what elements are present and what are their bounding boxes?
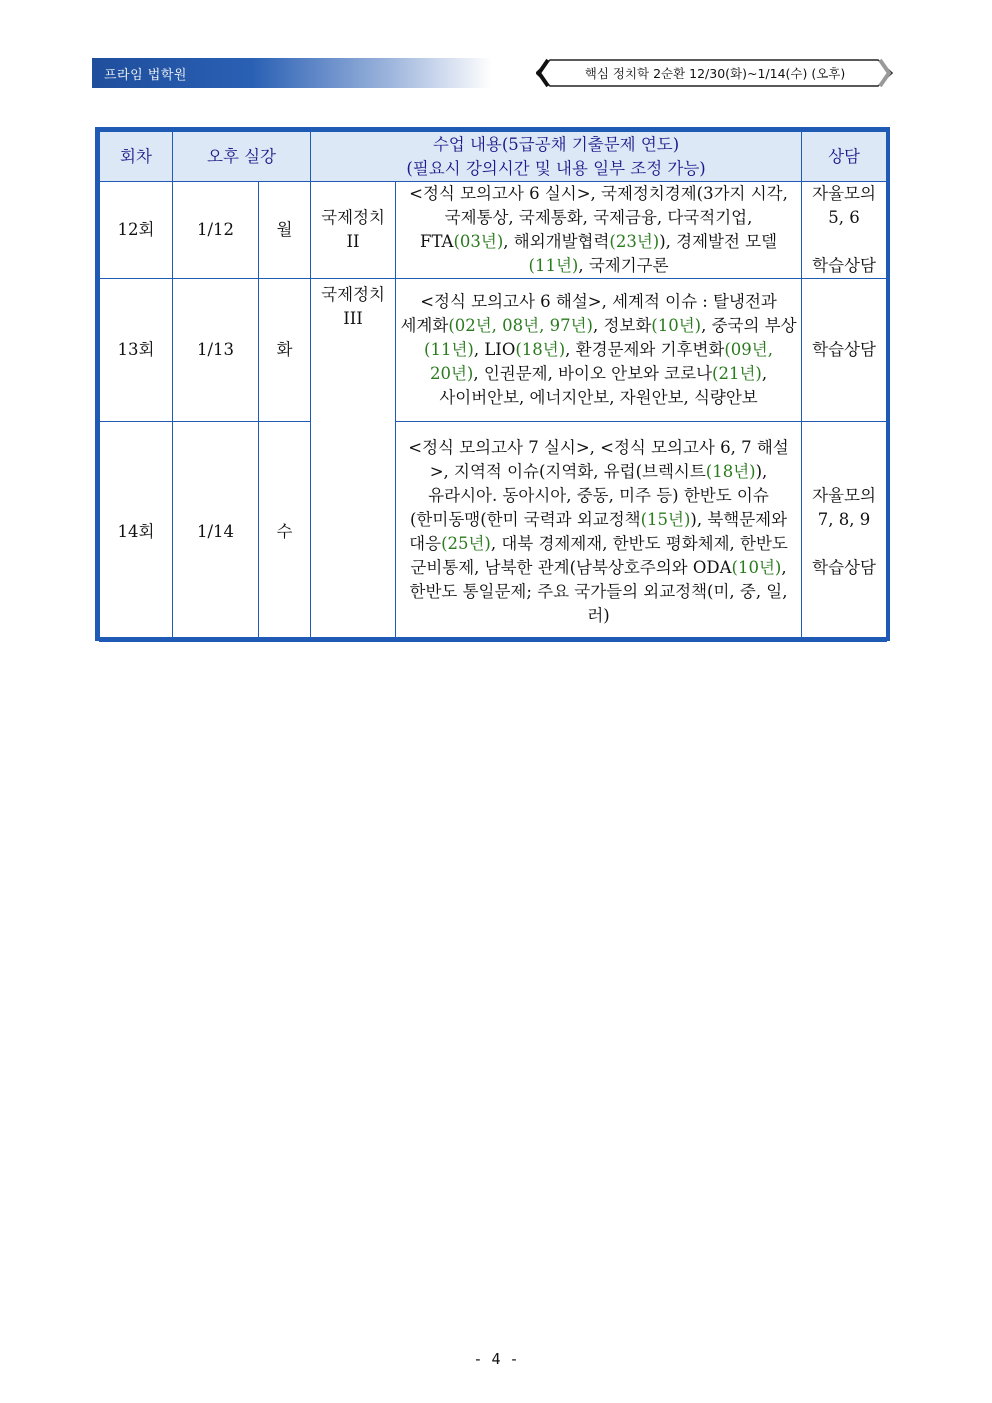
content-segment: (10년) [651,316,702,335]
schedule-table [95,127,890,641]
header-session: 회차 [100,132,173,182]
date-cell: 1/13 [173,279,259,422]
consult-line: 7, 8, 9 [817,509,871,529]
academy-name: 프라임 법학원 [104,68,187,83]
content-segment: (09년, 20년) [429,340,773,383]
consult-line: 학습상담 [812,256,876,275]
consult-cell [802,422,887,642]
date-cell: 1/12 [173,182,259,279]
content-segment: , LIO [473,340,516,359]
content-segment: ), 북핵문제와 대응 [409,509,788,553]
subject-level: II [346,232,360,251]
table-row [100,422,887,642]
content-segment: (15년) [640,509,691,529]
content-segment: <정식 모의고사 6 해설>, 세계적 이슈 : 탈냉전과 세계화 [400,292,777,335]
content-cell [396,422,802,642]
page-number: - 4 - [473,1350,519,1368]
content-segment: , 인권문제, 바이오 안보와 코로나 [473,364,713,383]
subject-name: 국제정치 [321,285,385,304]
course-title: 핵심 정치학 2순환 12/30(화)~1/14(수) (오후) [584,66,846,81]
content-segment: (21년) [712,364,762,383]
header-lecture: 오후 실강 [173,132,311,182]
academy-banner [92,58,492,88]
content-segment: , 한반도 통일문제; 주요 국가들의 외교정책(미, 중, 일, 러) [409,557,788,625]
content-segment: (18년) [705,461,756,481]
content-segment: (11년) [528,256,579,275]
table-row [100,182,887,279]
consult-line: 5, 6 [828,208,860,227]
table-row [100,279,887,422]
subject-cell [311,279,396,642]
content-segment: ), 경제발전 모델 [659,232,778,251]
session-cell: 14회 [100,422,173,642]
consult-line: 자율모의 [812,485,876,505]
content-segment: , 중국의 부상 [701,316,797,335]
session-cell: 13회 [100,279,173,422]
content-segment: , 환경문제와 기후변화 [565,340,725,359]
consult-line [806,532,882,556]
content-segment: (25년) [441,533,491,553]
subject-cell [311,182,396,279]
content-segment: ), 유라시아. 동아시아, 중동, 미주 등) 한반도 이슈(한미동맹(한미 국력과 외교정책 [410,461,769,529]
content-segment: (10년) [731,557,782,577]
course-banner [536,58,894,88]
content-segment: (03년) [453,232,504,251]
content-cell [396,279,802,422]
consult-line: 학습상담 [812,340,876,359]
day-cell: 화 [259,279,311,422]
content-segment: FTA [420,232,454,251]
content-segment: <정식 모의고사 6 실시>, 국제정치경제(3가지 [409,184,751,203]
day-cell: 수 [259,422,311,642]
content-segment: , 사이버안보, 에너지안보, 자원안보, 식량안보 [439,364,768,407]
consult-line: 자율모의 [812,184,876,203]
content-segment: (11년) [424,340,474,359]
content-segment: , 정보화 [592,316,652,335]
content-segment: <정식 모의고사 7 실시>, <정식 모의고사 6, 7 해설>, 지역적 이슈(지역화, 유럽(브렉시트 [408,437,789,481]
content-cell [396,182,802,279]
subject-level: III [343,309,363,328]
content-segment: , 해외개발협력 [503,232,610,251]
content-segment: (02년, 08년, 97년) [448,316,593,335]
consult-cell [802,279,887,422]
content-segment: , 대북 경제제재, 한반도 평화체제, 한반도 군비통제, 남북한 관계(남북상호주의와 ODA [410,533,788,577]
content-segment: (23년) [609,232,660,251]
header-row [100,132,887,182]
content-segment: 시각, 국제통상, 국제통화, 국제금융, 다국적기업, [444,184,788,227]
content-segment: (18년) [515,340,566,359]
header-content-line2: (필요시 강의시간 및 내용 일부 조정 가능) [406,158,706,178]
consult-cell [802,182,887,279]
date-cell: 1/14 [173,422,259,642]
header-content [311,132,802,182]
content-segment: , 국제기구론 [578,256,669,275]
consult-line: 학습상담 [812,557,876,577]
header-content-line1: 수업 내용(5급공채 기출문제 연도) [432,134,680,154]
day-cell: 월 [259,182,311,279]
session-cell: 12회 [100,182,173,279]
subject-name: 국제정치 [321,208,385,227]
consult-line [806,230,882,254]
header-consult: 상담 [802,132,887,182]
